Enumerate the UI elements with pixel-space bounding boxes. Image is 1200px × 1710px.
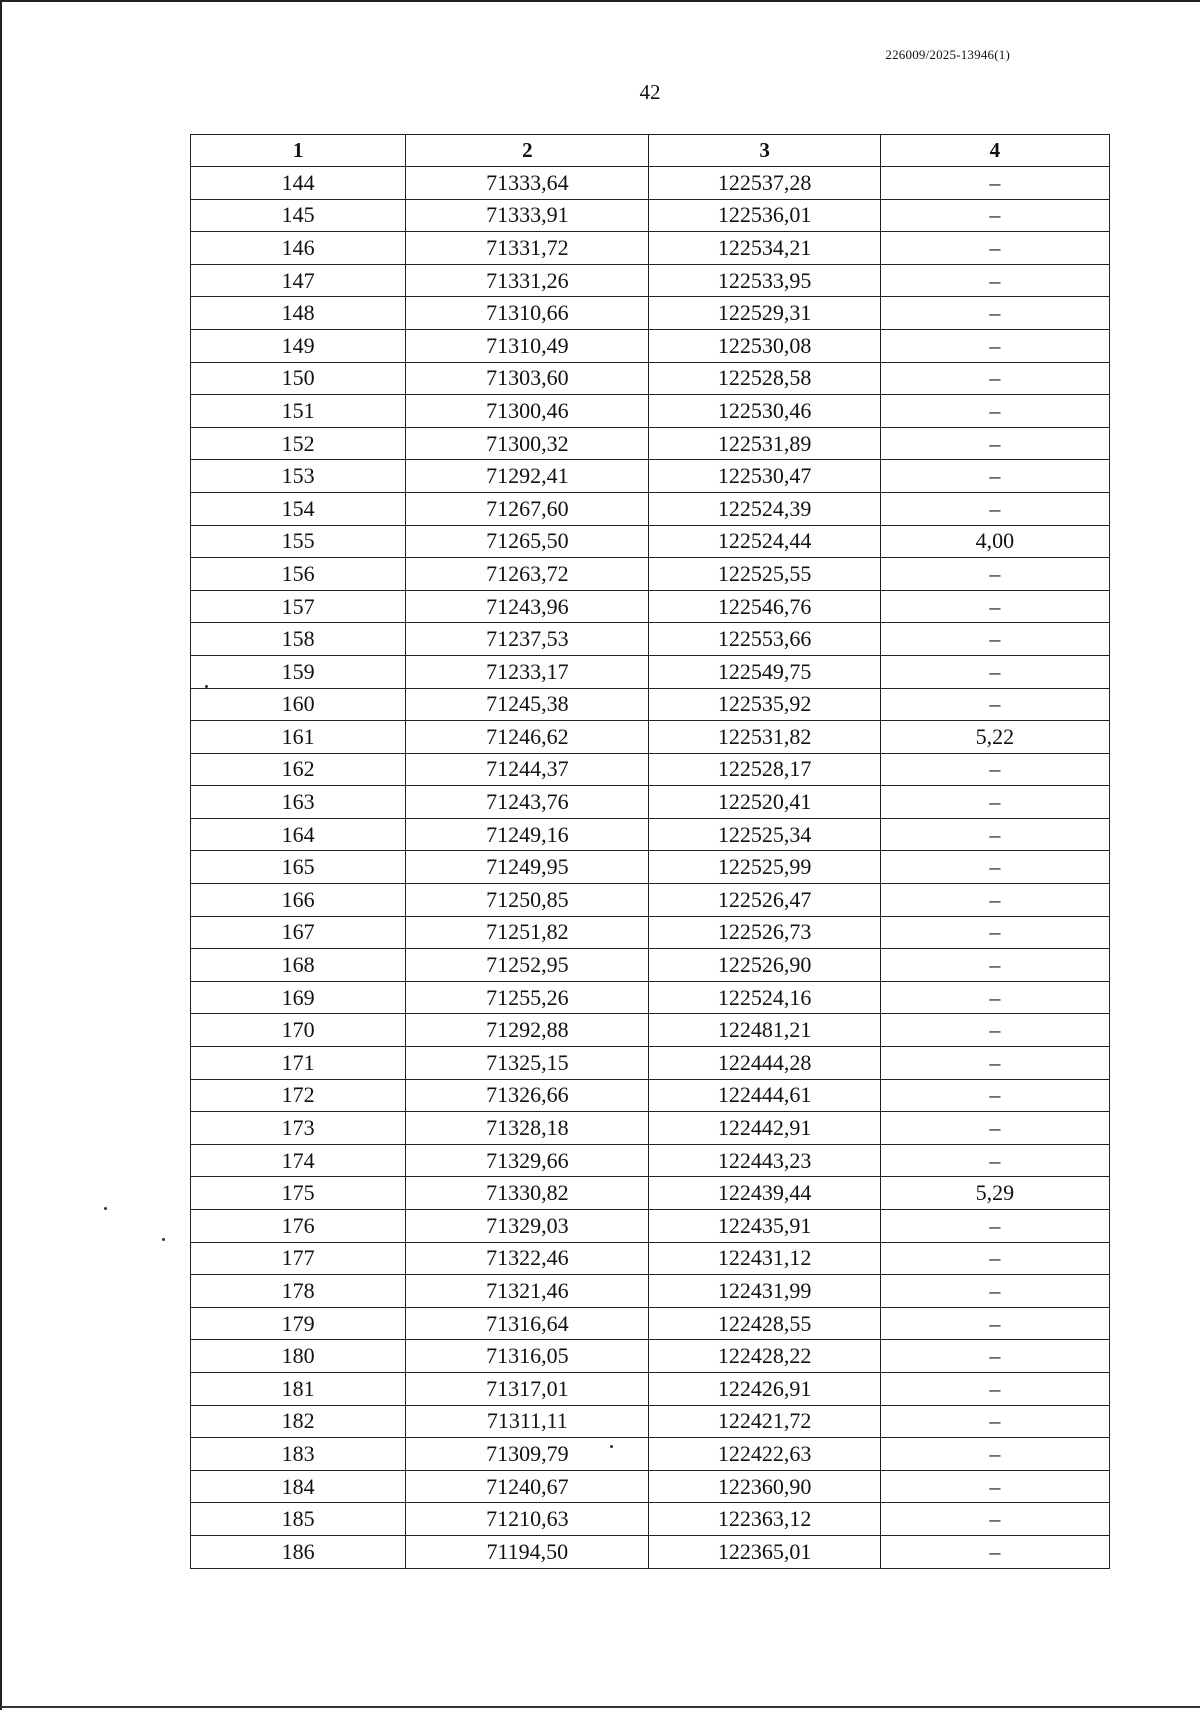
column-header: 3 — [649, 135, 880, 167]
table-cell: 122435,91 — [649, 1210, 880, 1243]
table-cell: 175 — [191, 1177, 406, 1210]
table-row — [191, 1112, 1110, 1145]
table-cell: 71310,49 — [406, 329, 649, 362]
table-cell: 71233,17 — [406, 655, 649, 688]
table-cell: 71329,03 — [406, 1210, 649, 1243]
table-cell: 71333,91 — [406, 199, 649, 232]
table-row — [191, 199, 1110, 232]
table-cell: 122444,28 — [649, 1047, 880, 1080]
table-cell: 122537,28 — [649, 167, 880, 200]
table-cell: 71300,32 — [406, 427, 649, 460]
table-cell: 71316,05 — [406, 1340, 649, 1373]
table-row — [191, 362, 1110, 395]
table-cell: 122426,91 — [649, 1372, 880, 1405]
table-cell: – — [880, 623, 1109, 656]
table-cell: 150 — [191, 362, 406, 395]
table-cell: 71331,26 — [406, 264, 649, 297]
table-body — [191, 135, 1110, 1569]
table-cell: 122525,34 — [649, 818, 880, 851]
table-cell: 153 — [191, 460, 406, 493]
scan-edge-left — [0, 0, 2, 1710]
table-cell: 149 — [191, 329, 406, 362]
table-row — [191, 590, 1110, 623]
table-cell: 71267,60 — [406, 492, 649, 525]
table-cell: 171 — [191, 1047, 406, 1080]
table-cell: – — [880, 916, 1109, 949]
table-cell: – — [880, 199, 1109, 232]
table-cell: 172 — [191, 1079, 406, 1112]
table-cell: – — [880, 232, 1109, 265]
table-cell: 122443,23 — [649, 1144, 880, 1177]
table-cell: 122360,90 — [649, 1470, 880, 1503]
table-row — [191, 1307, 1110, 1340]
table-cell: – — [880, 1470, 1109, 1503]
table-cell: 71243,76 — [406, 786, 649, 819]
table-cell: 122553,66 — [649, 623, 880, 656]
table-cell: 122431,12 — [649, 1242, 880, 1275]
table-cell: 71240,67 — [406, 1470, 649, 1503]
scan-speck — [610, 1445, 613, 1448]
table-cell: – — [880, 981, 1109, 1014]
table-cell: 160 — [191, 688, 406, 721]
table-cell: 148 — [191, 297, 406, 330]
table-cell: 71330,82 — [406, 1177, 649, 1210]
table-cell: 163 — [191, 786, 406, 819]
table-row — [191, 884, 1110, 917]
table-cell: 71317,01 — [406, 1372, 649, 1405]
table-cell: 122524,39 — [649, 492, 880, 525]
table-cell: 161 — [191, 721, 406, 754]
table-row — [191, 264, 1110, 297]
table-row — [191, 525, 1110, 558]
table-cell: 71333,64 — [406, 167, 649, 200]
table-cell: 122422,63 — [649, 1438, 880, 1471]
table-cell: 122428,55 — [649, 1307, 880, 1340]
column-header: 1 — [191, 135, 406, 167]
table-cell: 122442,91 — [649, 1112, 880, 1145]
column-header: 4 — [880, 135, 1109, 167]
table-cell: 4,00 — [880, 525, 1109, 558]
table-cell: 122536,01 — [649, 199, 880, 232]
table-cell: – — [880, 786, 1109, 819]
table-cell: 71249,95 — [406, 851, 649, 884]
table-row — [191, 558, 1110, 591]
table-cell: 71245,38 — [406, 688, 649, 721]
table-cell: 71326,66 — [406, 1079, 649, 1112]
table-cell: – — [880, 1210, 1109, 1243]
table-cell: 159 — [191, 655, 406, 688]
table-cell: 71321,46 — [406, 1275, 649, 1308]
table-cell: 122444,61 — [649, 1079, 880, 1112]
table-row — [191, 1242, 1110, 1275]
table-cell: – — [880, 1405, 1109, 1438]
table-cell: – — [880, 590, 1109, 623]
table-cell: – — [880, 1112, 1109, 1145]
table-cell: 122531,82 — [649, 721, 880, 754]
table-cell: – — [880, 1503, 1109, 1536]
table-cell: 122525,99 — [649, 851, 880, 884]
table-cell: 122431,99 — [649, 1275, 880, 1308]
table-cell: 71329,66 — [406, 1144, 649, 1177]
scan-edge-top — [0, 0, 1200, 2]
table-row — [191, 1405, 1110, 1438]
table-row — [191, 1210, 1110, 1243]
table-row — [191, 981, 1110, 1014]
table-cell: 122546,76 — [649, 590, 880, 623]
table-cell: 146 — [191, 232, 406, 265]
table-cell: 71250,85 — [406, 884, 649, 917]
table-cell: – — [880, 264, 1109, 297]
table-cell: – — [880, 949, 1109, 982]
table-row — [191, 1372, 1110, 1405]
table-cell: 162 — [191, 753, 406, 786]
table-cell: 168 — [191, 949, 406, 982]
table-cell: 176 — [191, 1210, 406, 1243]
table-cell: 165 — [191, 851, 406, 884]
table-cell: – — [880, 688, 1109, 721]
table-cell: 181 — [191, 1372, 406, 1405]
table-cell: 71249,16 — [406, 818, 649, 851]
table-row — [191, 492, 1110, 525]
table-cell: 5,22 — [880, 721, 1109, 754]
table-cell: 122530,46 — [649, 395, 880, 428]
table-cell: 183 — [191, 1438, 406, 1471]
table-row — [191, 1079, 1110, 1112]
table-row — [191, 655, 1110, 688]
table-cell: 71246,62 — [406, 721, 649, 754]
scan-speck — [162, 1238, 165, 1241]
table-cell: – — [880, 1014, 1109, 1047]
table-cell: 71251,82 — [406, 916, 649, 949]
table-cell: 71255,26 — [406, 981, 649, 1014]
table-cell: 122428,22 — [649, 1340, 880, 1373]
table-cell: 122526,90 — [649, 949, 880, 982]
table-cell: 122530,08 — [649, 329, 880, 362]
table-row — [191, 232, 1110, 265]
table-cell: – — [880, 818, 1109, 851]
table-cell: 145 — [191, 199, 406, 232]
table-row — [191, 623, 1110, 656]
table-cell: – — [880, 1438, 1109, 1471]
table-row — [191, 460, 1110, 493]
scan-edge-bottom — [0, 1706, 1200, 1708]
table-row — [191, 721, 1110, 754]
table-row — [191, 1047, 1110, 1080]
table-cell: 71310,66 — [406, 297, 649, 330]
table-cell: 71263,72 — [406, 558, 649, 591]
table-cell: – — [880, 297, 1109, 330]
table-cell: 71265,50 — [406, 525, 649, 558]
table-cell: – — [880, 1307, 1109, 1340]
table-cell: 122549,75 — [649, 655, 880, 688]
table-cell: 122528,58 — [649, 362, 880, 395]
table-cell: 71322,46 — [406, 1242, 649, 1275]
table-cell: – — [880, 1242, 1109, 1275]
table-row — [191, 916, 1110, 949]
table-cell: – — [880, 1144, 1109, 1177]
table-cell: 71252,95 — [406, 949, 649, 982]
table-row — [191, 1144, 1110, 1177]
table-row — [191, 427, 1110, 460]
table-cell: 71316,64 — [406, 1307, 649, 1340]
table-cell: 156 — [191, 558, 406, 591]
table-cell: – — [880, 1535, 1109, 1568]
table-cell: 122534,21 — [649, 232, 880, 265]
table-cell: 122363,12 — [649, 1503, 880, 1536]
scan-speck — [205, 685, 208, 688]
table-cell: 154 — [191, 492, 406, 525]
table-cell: 71328,18 — [406, 1112, 649, 1145]
table-cell: 5,29 — [880, 1177, 1109, 1210]
table-cell: 122531,89 — [649, 427, 880, 460]
coordinates-table — [190, 134, 1110, 1569]
table-cell: 122421,72 — [649, 1405, 880, 1438]
table-cell: 71194,50 — [406, 1535, 649, 1568]
table-cell: 166 — [191, 884, 406, 917]
table-row — [191, 851, 1110, 884]
table-cell: 122529,31 — [649, 297, 880, 330]
table-cell: 178 — [191, 1275, 406, 1308]
table-cell: 179 — [191, 1307, 406, 1340]
table-cell: 147 — [191, 264, 406, 297]
table-cell: – — [880, 460, 1109, 493]
table-cell: – — [880, 492, 1109, 525]
table-cell: 122533,95 — [649, 264, 880, 297]
table-cell: – — [880, 362, 1109, 395]
table-cell: – — [880, 427, 1109, 460]
table-cell: 180 — [191, 1340, 406, 1373]
page-number: 42 — [639, 80, 661, 104]
table-cell: 167 — [191, 916, 406, 949]
table-row — [191, 818, 1110, 851]
table-cell: 164 — [191, 818, 406, 851]
table-cell: – — [880, 884, 1109, 917]
table-row — [191, 1438, 1110, 1471]
table-cell: 71210,63 — [406, 1503, 649, 1536]
table-cell: 169 — [191, 981, 406, 1014]
table-row — [191, 167, 1110, 200]
table-cell: 122526,73 — [649, 916, 880, 949]
table-cell: 173 — [191, 1112, 406, 1145]
table-cell: 71325,15 — [406, 1047, 649, 1080]
table-cell: – — [880, 395, 1109, 428]
table-row — [191, 1177, 1110, 1210]
table-cell: – — [880, 167, 1109, 200]
table-cell: 177 — [191, 1242, 406, 1275]
table-cell: 122365,01 — [649, 1535, 880, 1568]
table-row — [191, 329, 1110, 362]
table-row — [191, 786, 1110, 819]
table-cell: 122520,41 — [649, 786, 880, 819]
table-cell: 122526,47 — [649, 884, 880, 917]
table-header-row — [191, 135, 1110, 167]
table-cell: 152 — [191, 427, 406, 460]
table-cell: – — [880, 655, 1109, 688]
table-row — [191, 949, 1110, 982]
table-row — [191, 1275, 1110, 1308]
table-cell: 170 — [191, 1014, 406, 1047]
table-cell: 71331,72 — [406, 232, 649, 265]
table-cell: 144 — [191, 167, 406, 200]
table-row — [191, 395, 1110, 428]
table-cell: 182 — [191, 1405, 406, 1438]
table-cell: – — [880, 1079, 1109, 1112]
table-cell: 71300,46 — [406, 395, 649, 428]
table-cell: 71243,96 — [406, 590, 649, 623]
table-cell: – — [880, 753, 1109, 786]
table-cell: 71292,41 — [406, 460, 649, 493]
table-row — [191, 1470, 1110, 1503]
table-cell: 71237,53 — [406, 623, 649, 656]
table-cell: 186 — [191, 1535, 406, 1568]
table-cell: 157 — [191, 590, 406, 623]
table-row — [191, 1340, 1110, 1373]
table-cell: – — [880, 851, 1109, 884]
table-cell: 71292,88 — [406, 1014, 649, 1047]
table-row — [191, 297, 1110, 330]
table-cell: 71311,11 — [406, 1405, 649, 1438]
table-cell: 122524,44 — [649, 525, 880, 558]
table-cell: 122524,16 — [649, 981, 880, 1014]
scan-speck — [104, 1207, 107, 1210]
table-cell: 158 — [191, 623, 406, 656]
table-cell: 122528,17 — [649, 753, 880, 786]
table-cell: – — [880, 1340, 1109, 1373]
table-cell: – — [880, 1275, 1109, 1308]
table-row — [191, 1014, 1110, 1047]
table-cell: 155 — [191, 525, 406, 558]
table-cell: 71244,37 — [406, 753, 649, 786]
table-cell: 122439,44 — [649, 1177, 880, 1210]
table-cell: 122530,47 — [649, 460, 880, 493]
table-row — [191, 753, 1110, 786]
table-row — [191, 688, 1110, 721]
table-cell: – — [880, 329, 1109, 362]
table-cell: 122481,21 — [649, 1014, 880, 1047]
table-cell: 71303,60 — [406, 362, 649, 395]
table-cell: 151 — [191, 395, 406, 428]
table-cell: – — [880, 558, 1109, 591]
table-cell: 122525,55 — [649, 558, 880, 591]
table-cell: 174 — [191, 1144, 406, 1177]
table-row — [191, 1503, 1110, 1536]
table-cell: 184 — [191, 1470, 406, 1503]
table-row — [191, 1535, 1110, 1568]
table-cell: 122535,92 — [649, 688, 880, 721]
table-cell: 185 — [191, 1503, 406, 1536]
table-cell: – — [880, 1372, 1109, 1405]
document-id: 226009/2025-13946(1) — [885, 47, 1010, 62]
column-header: 2 — [406, 135, 649, 167]
table-cell: 71309,79 — [406, 1438, 649, 1471]
table-cell: – — [880, 1047, 1109, 1080]
